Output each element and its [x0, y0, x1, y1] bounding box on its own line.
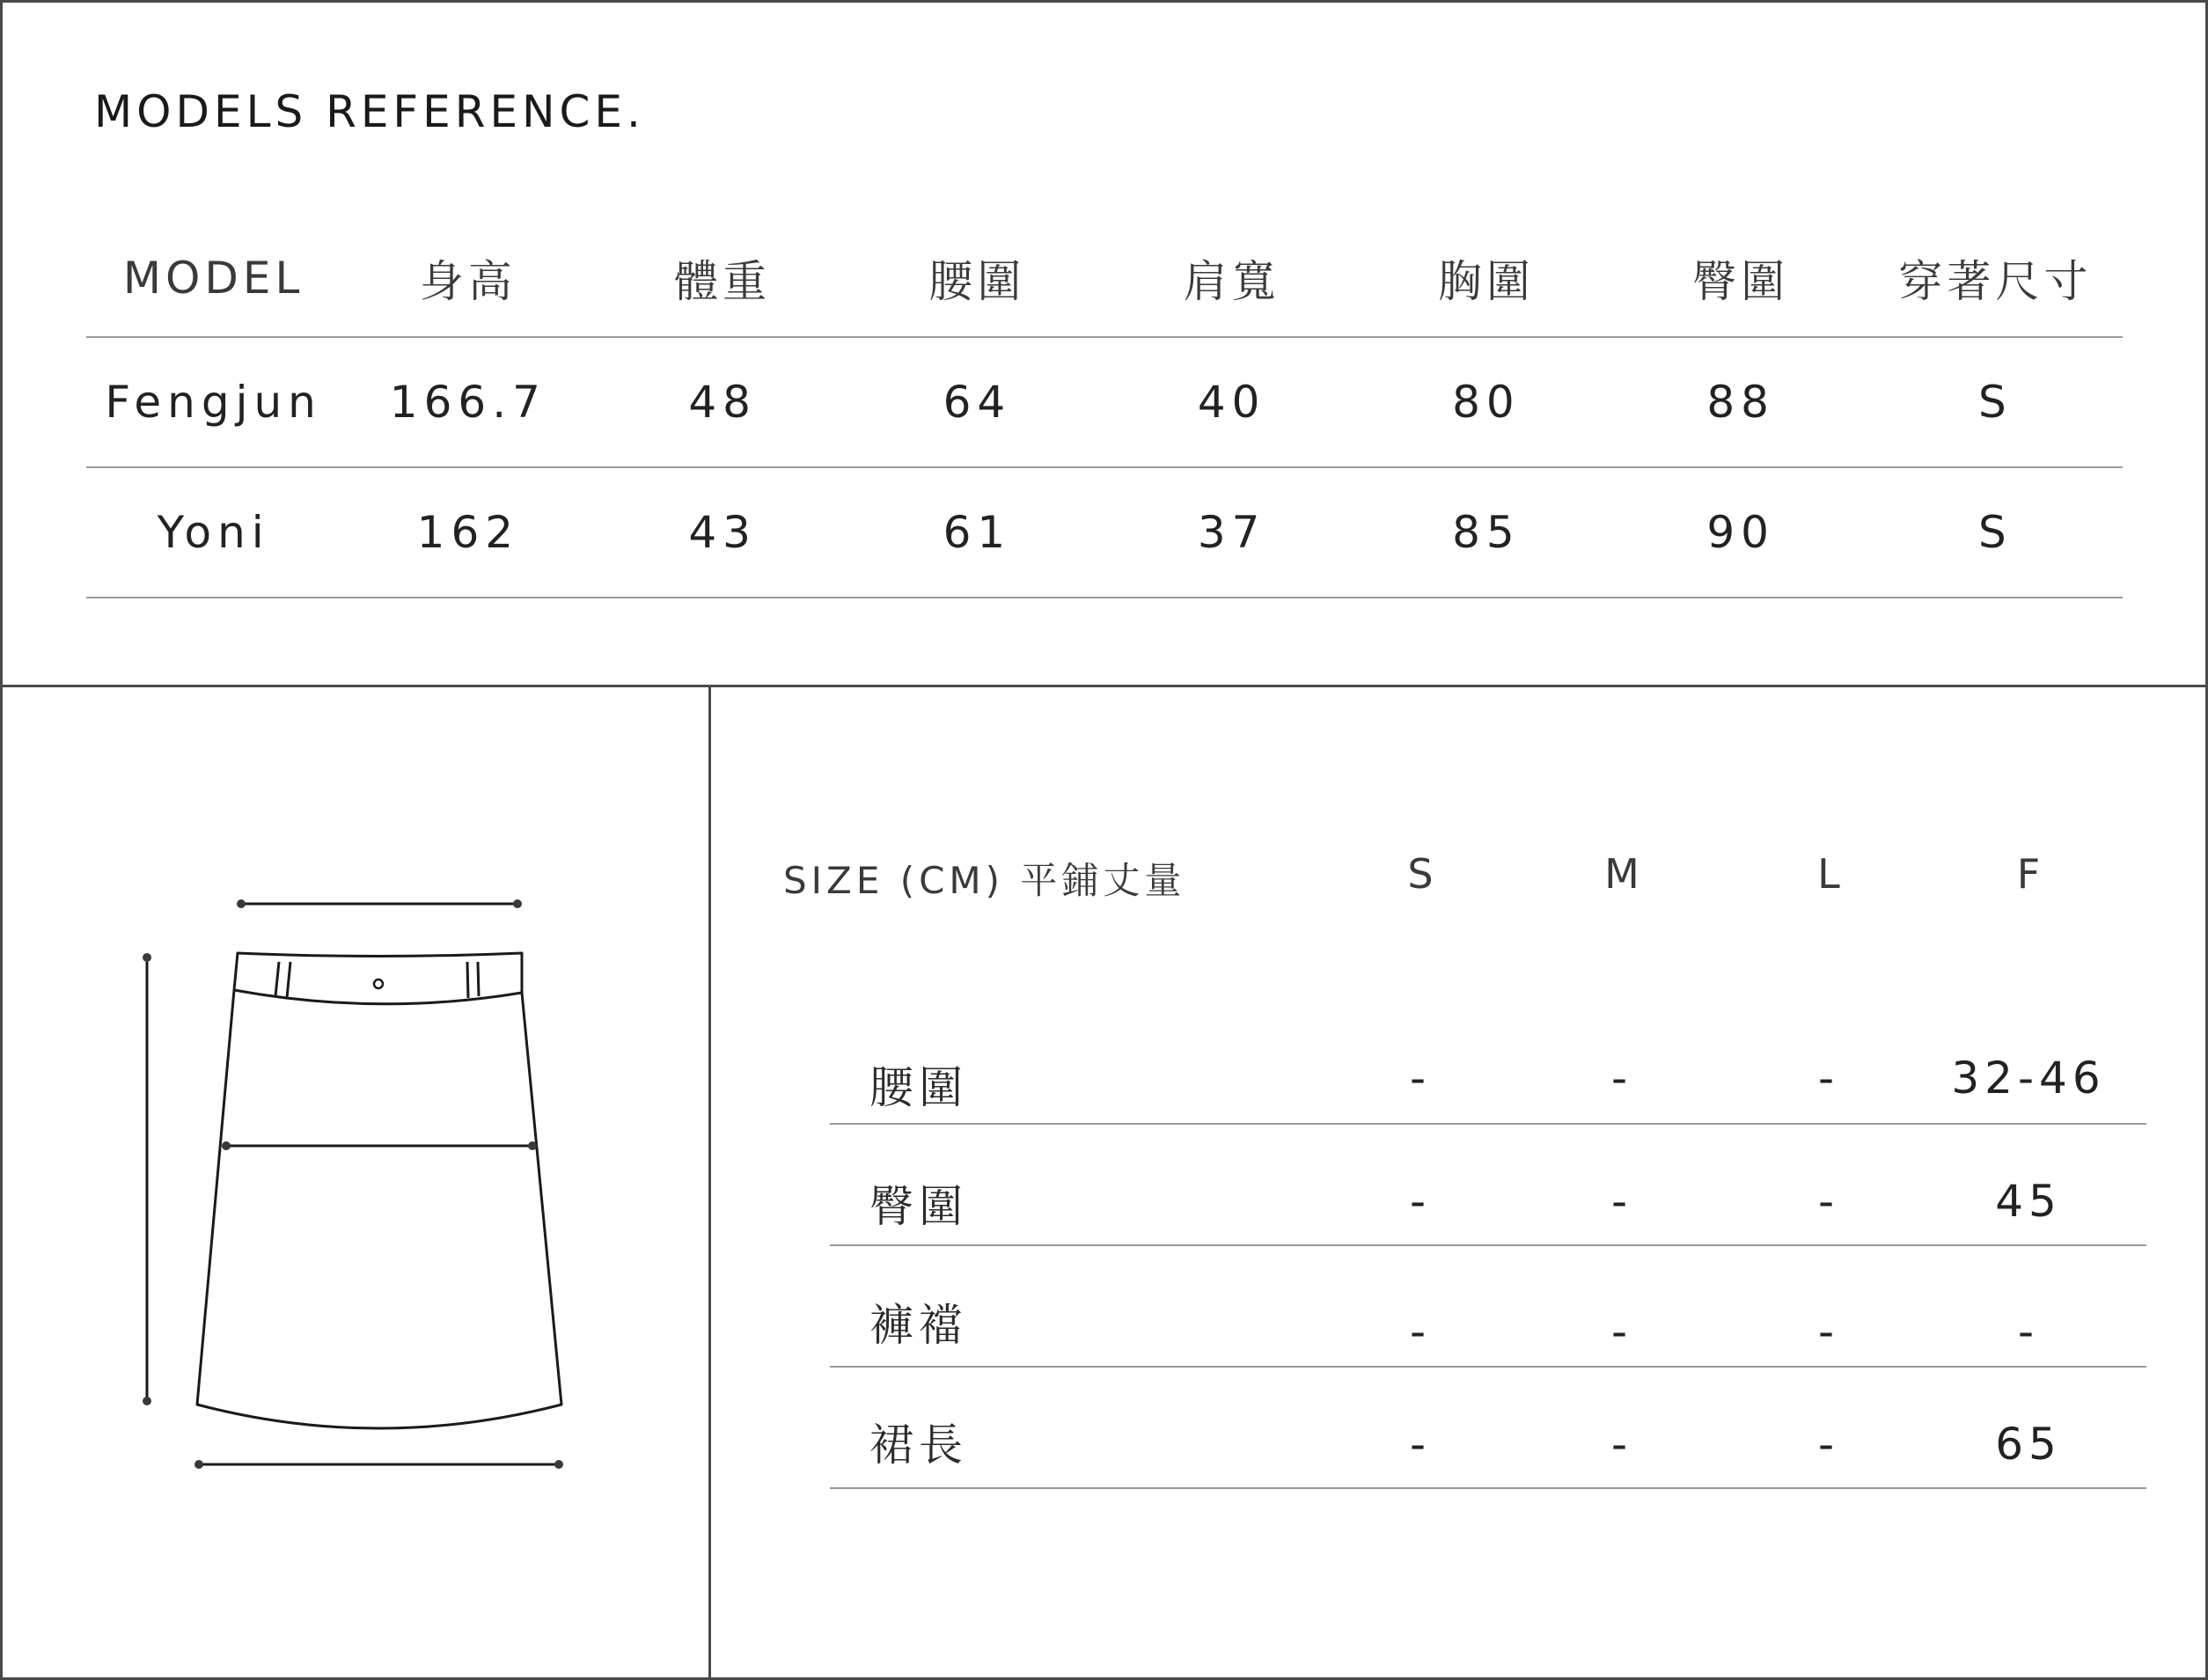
size-cell: 32-46 [1951, 1053, 2106, 1104]
table-row [86, 467, 2123, 598]
size-row-rise [830, 1244, 2146, 1368]
size-col-s: S [1407, 850, 1434, 898]
table-cell: 40 [1104, 337, 1359, 467]
size-cell: - [1409, 1419, 1432, 1470]
size-cell: 45 [1995, 1176, 2062, 1227]
header-waist: 腰圍 [928, 256, 1026, 307]
table-cell: 90 [1614, 467, 1868, 598]
size-row-hip [830, 1123, 2146, 1246]
table-cell: S [1868, 337, 2123, 467]
table-cell: 64 [850, 337, 1104, 467]
size-cell: - [1817, 1306, 1840, 1357]
header-chest: 胸圍 [1437, 256, 1535, 307]
size-cell: - [2017, 1306, 2040, 1357]
table-cell: 162 [341, 467, 595, 598]
header-weight: 體重 [674, 256, 772, 307]
size-cell: - [1409, 1176, 1432, 1227]
size-cell: - [1817, 1053, 1840, 1104]
table-cell: 166.7 [341, 337, 595, 467]
button-icon [374, 979, 383, 988]
table-cell: 48 [596, 337, 850, 467]
size-cell: - [1817, 1419, 1840, 1470]
header-height: 身高 [419, 256, 517, 307]
header-model: MODEL [122, 253, 304, 304]
size-cell: - [1610, 1419, 1633, 1470]
size-cell: - [1610, 1053, 1633, 1104]
size-chart-header: SIZE (CM) 平鋪丈量 [783, 859, 1186, 902]
header-shoulder: 肩寬 [1183, 256, 1280, 307]
size-row-label: 臀圍 [869, 1181, 968, 1232]
model-name: Yoni [86, 467, 341, 598]
horizontal-divider [0, 685, 2208, 687]
page-title: MODELS REFERENCE. [94, 86, 645, 137]
size-col-f: F [2016, 850, 2041, 898]
table-row [86, 337, 2123, 467]
size-cell: - [1610, 1176, 1633, 1227]
vertical-divider [708, 685, 711, 1680]
size-col-l: L [1817, 850, 1840, 898]
models-table [86, 220, 2123, 598]
models-table-header [86, 220, 2123, 337]
table-cell: 88 [1614, 337, 1868, 467]
model-name: Fengjun [86, 337, 341, 467]
size-row-label: 腰圍 [869, 1062, 968, 1113]
size-row-length [830, 1366, 2146, 1489]
header-hip: 臀圍 [1692, 256, 1790, 307]
size-row-label: 裙長 [869, 1420, 968, 1471]
size-row-waist [830, 1001, 2146, 1125]
table-cell: 43 [596, 467, 850, 598]
table-cell: 80 [1359, 337, 1613, 467]
size-cell: - [1817, 1176, 1840, 1227]
table-cell: S [1868, 467, 2123, 598]
skirt-body [197, 990, 561, 1428]
size-col-m: M [1604, 850, 1639, 898]
size-cell: - [1409, 1306, 1432, 1357]
header-worn-size: 穿著尺寸 [1898, 256, 2093, 307]
skirt-measurement-icon [123, 880, 598, 1496]
table-cell: 85 [1359, 467, 1613, 598]
table-cell: 37 [1104, 467, 1359, 598]
size-cell: 65 [1995, 1419, 2062, 1470]
size-row-label: 褲襠 [869, 1300, 968, 1351]
table-cell: 61 [850, 467, 1104, 598]
size-cell: - [1610, 1306, 1633, 1357]
size-cell: - [1409, 1053, 1432, 1104]
